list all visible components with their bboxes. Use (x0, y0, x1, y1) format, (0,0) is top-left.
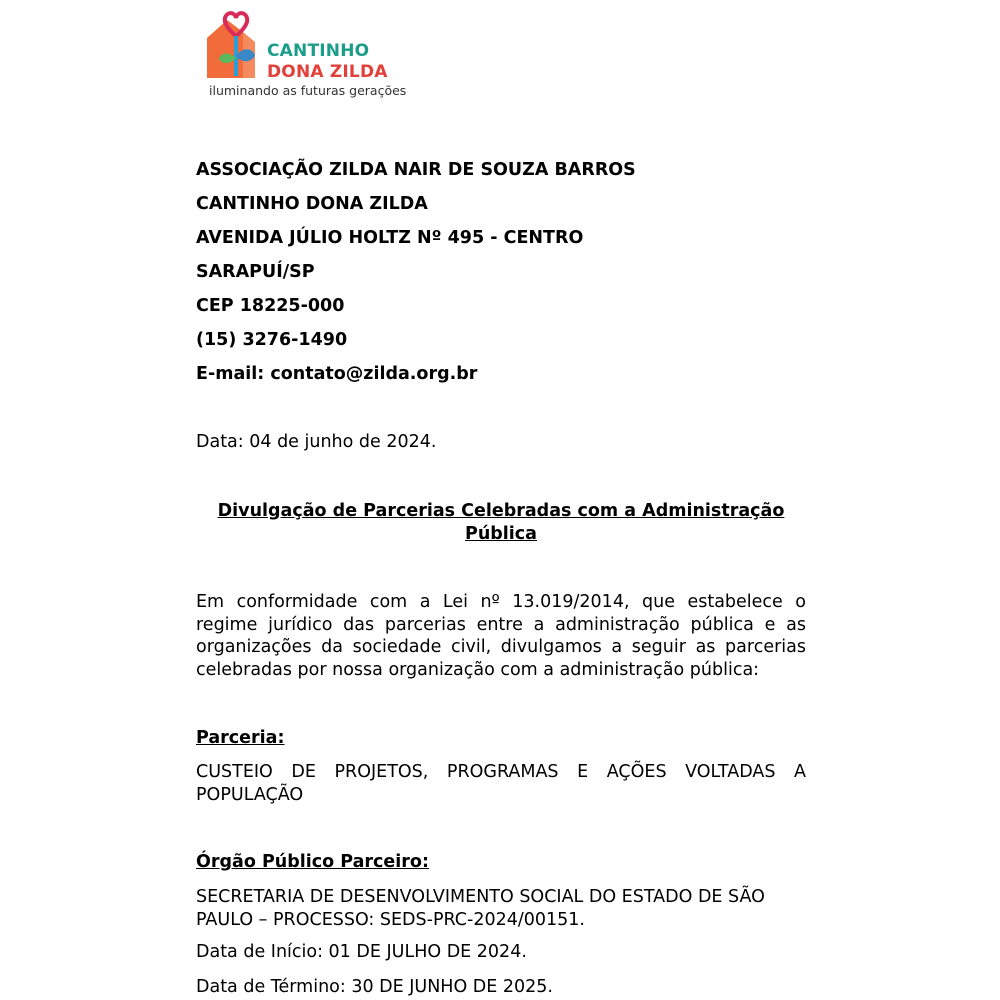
document-date: Data: 04 de junho de 2024. (196, 432, 437, 452)
org-short-name: CANTINHO DONA ZILDA (196, 194, 428, 214)
partnership-text: CUSTEIO DE PROJETOS, PROGRAMAS E AÇÕES VOLTADAS A POPULAÇÃO (196, 762, 806, 805)
house-flower-icon (205, 10, 267, 82)
agency-text: SECRETARIA DE DESENVOLVIMENTO SOCIAL DO ESTADO DE SÃO PAULO – PROCESSO: SEDS-PRC-2024/00151. (196, 887, 765, 930)
org-email: E-mail: contato@zilda.org.br (196, 364, 478, 384)
intro-paragraph: Em conformidade com a Lei nº 13.019/2014, que estabelece o regime jurídico das parcerias entre a administração pública e as organizações da sociedade civil, divulgamos a seguir as parcerias celebradas por nossa organização com a administração pública: (196, 592, 806, 680)
org-phone: (15) 3276-1490 (196, 330, 348, 350)
logo (205, 10, 405, 102)
end-date: Data de Término: 30 DE JUNHO DE 2025. (196, 977, 553, 997)
logo-brand-line2: DONA ZILDA (267, 62, 388, 82)
org-address: AVENIDA JÚLIO HOLTZ Nº 495 - CENTRO (196, 228, 584, 248)
document-title-line1: Divulgação de Parcerias Celebradas com a Administração (217, 501, 785, 521)
logo-tagline: iluminando as futuras gerações (209, 83, 407, 98)
org-name: ASSOCIAÇÃO ZILDA NAIR DE SOUZA BARROS (196, 160, 636, 180)
start-date: Data de Início: 01 DE JULHO DE 2024. (196, 942, 527, 962)
org-cep: CEP 18225-000 (196, 296, 345, 316)
logo-brand-line1: CANTINHO (267, 41, 370, 61)
document-title-line2: Pública (465, 524, 537, 544)
document-title (196, 500, 806, 546)
agency-heading: Órgão Público Parceiro: (196, 852, 429, 872)
partnership-heading: Parceria: (196, 728, 285, 748)
org-city: SARAPUÍ/SP (196, 262, 315, 282)
